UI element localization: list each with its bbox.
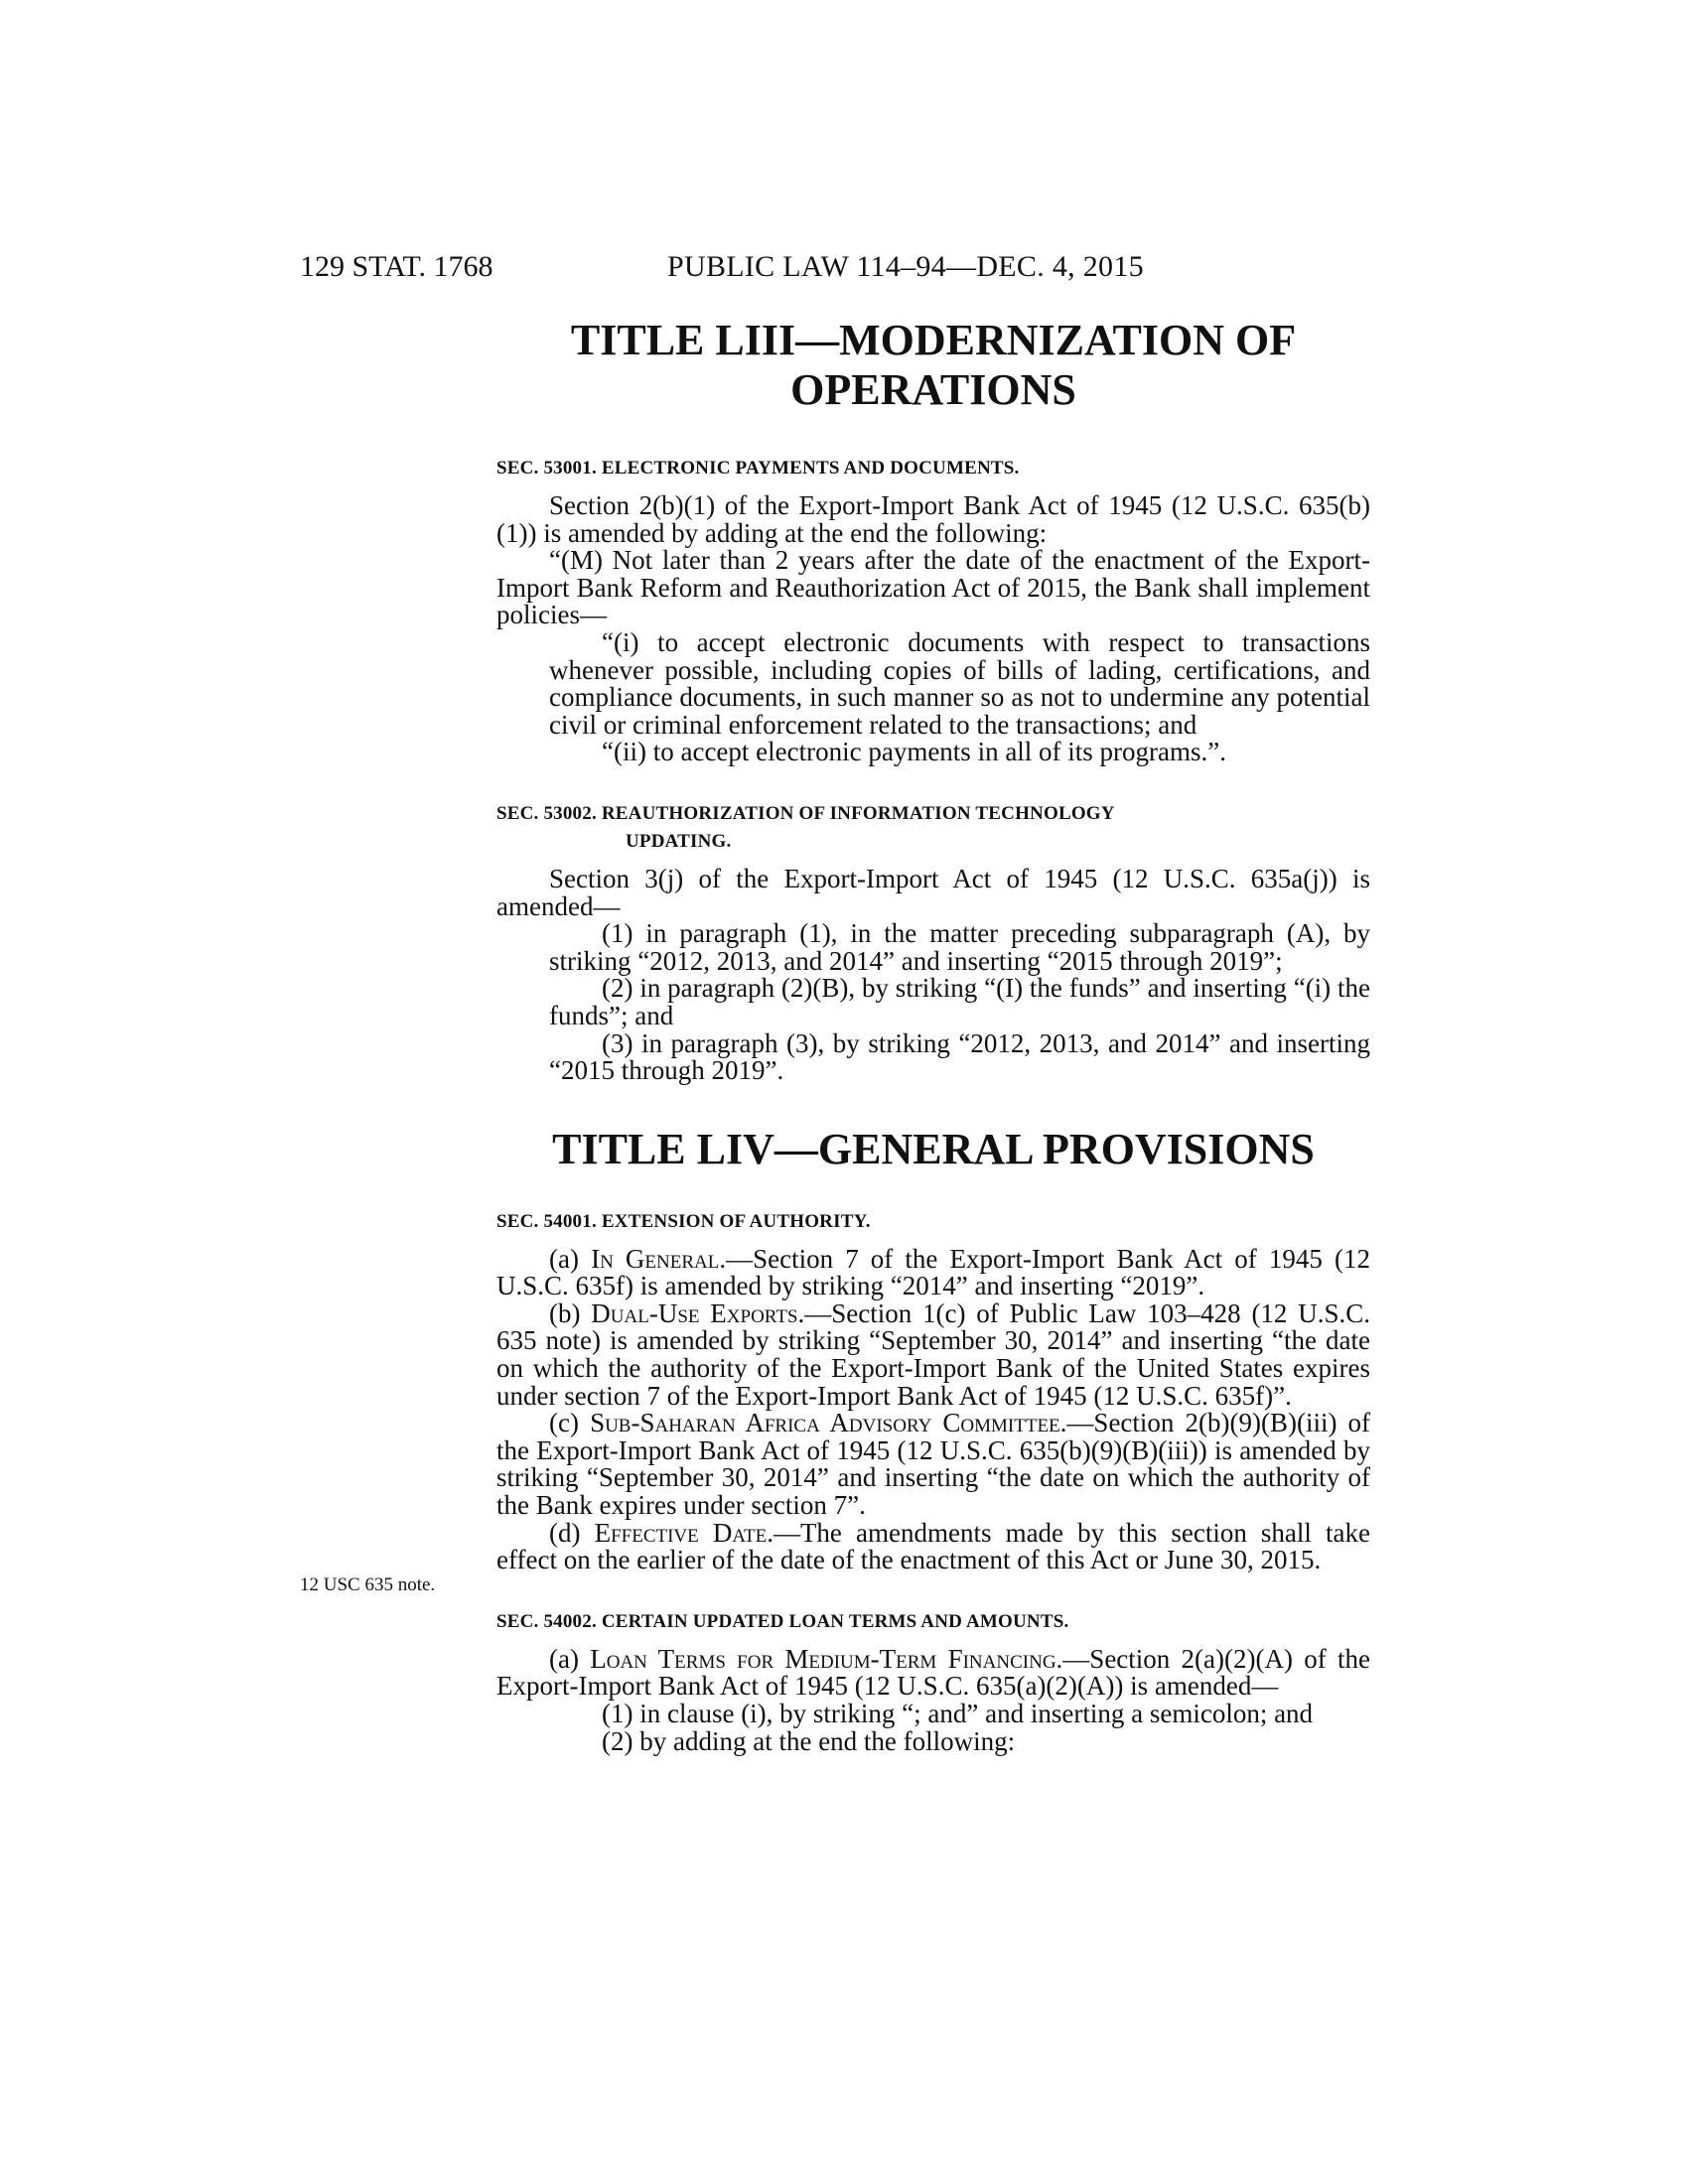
title-liii-line1: TITLE LIII—MODERNIZATION OF (570, 316, 1297, 364)
subsection-text: .—Section 2(a)(2)(A) of the Export-Import Bank Act of 1945 (12 U.S.C. 635(a)(2)(A)) is amended— (496, 1643, 1370, 1702)
title-liii (496, 316, 1370, 415)
subsection-label: (b) (549, 1297, 592, 1328)
title-liii-line2: OPERATIONS (790, 365, 1076, 414)
subsection-caption: Loan Terms for Medium-Term Financing (590, 1643, 1056, 1674)
paragraph: (3) in paragraph (3), by striking “2012, 2013, and 2014” and inserting “2015 through 2019”. (549, 1027, 1370, 1086)
margin-note: 12 USC 635 note. (300, 1574, 436, 1595)
subsection-label: (a) (549, 1643, 591, 1674)
section-heading-53002 (496, 800, 1370, 856)
running-head: PUBLIC LAW 114–94—DEC. 4, 2015 (667, 250, 1144, 283)
section-heading-54001: SEC. 54001. EXTENSION OF AUTHORITY. (496, 1210, 871, 1232)
paragraph: (2) by adding at the end the following: (602, 1725, 1016, 1756)
subsection-text: .—Section 7 of the Export-Import Bank Act of 1945 (12 U.S.C. 635f) is amended by striking “2014” and inserting “2019”. (496, 1243, 1370, 1301)
subsection-caption: Effective Date (594, 1517, 768, 1548)
title-liv: TITLE LIV—GENERAL PROVISIONS (552, 1124, 1315, 1173)
subsection-caption: Sub-Saharan Africa Advisory Committee (590, 1408, 1060, 1438)
paragraph: Section 2(b)(1) of the Export-Import Bank Act of 1945 (12 U.S.C. 635(b)(1)) is amended by adding at the end the following: (496, 490, 1370, 548)
paragraph: “(M) Not later than 2 years after the date of the enactment of the Export-Import Bank Reform and Reauthorization Act of 2015, the Bank shall implement policies— (496, 545, 1370, 630)
subsection-caption: In General (591, 1243, 720, 1274)
paragraph: Section 3(j) of the Export-Import Act of 1945 (12 U.S.C. 635a(j)) is amended— (496, 863, 1370, 921)
subsection-text: .—The amendments made by this section shall take effect on the earlier of the date of the enactment of this Act or June 30, 2015. (496, 1517, 1370, 1575)
document-body (496, 316, 1370, 1755)
paragraph: “(i) to accept electronic documents with respect to transactions whenever possible, including copies of bills of lading, certifications, and compliance documents, in such manner so as not to undermine any potential civil or criminal enforcement related to the transactions; and (549, 626, 1370, 740)
subsection-d (496, 1517, 1370, 1575)
paragraph: (1) in paragraph (1), in the matter preceding subparagraph (A), by striking “2012, 2013, and 2014” and inserting “2015 through 2019”; (549, 918, 1370, 976)
paragraph: “(ii) to accept electronic payments in all of its programs.”. (602, 737, 1227, 767)
subsection-text: .—Section 1(c) of Public Law 103–428 (12 U.S.C. 635 note) is amended by striking “September 30, 2014” and inserting “the date on which the authority of the Export-Import Bank of the United States expires under section 7 of the Export-Import Bank Act of 1945 (12 U.S.C. 635f)”. (496, 1297, 1371, 1411)
paragraph: (1) in clause (i), by striking “; and” and inserting a semicolon; and (602, 1699, 1314, 1728)
subsection-a (496, 1643, 1370, 1702)
paragraph: (2) in paragraph (2)(B), by striking “(I) the funds” and inserting “(i) the funds”; and (549, 973, 1370, 1030)
subsection-b (496, 1297, 1371, 1411)
section-heading-53001: SEC. 53001. ELECTRONIC PAYMENTS AND DOCUMENTS. (496, 458, 1020, 478)
subsection-caption: Dual-Use Exports (591, 1297, 798, 1328)
statute-page-reference: 129 STAT. 1768 (300, 250, 493, 283)
subsection-label: (a) (549, 1243, 592, 1274)
section-heading-53002-line2: UPDATING. (626, 830, 732, 852)
subsection-label: (d) (549, 1517, 595, 1548)
subsection-c (496, 1410, 1370, 1519)
subsection-text: .—Section 2(b)(9)(B)(iii) of the Export-Import Bank Act of 1945 (12 U.S.C. 635(b)(9)(B)(iii)) is amended by striking “September 30, 2014” and inserting “the date on which the authority of the Bank expires under section 7”. (496, 1408, 1371, 1521)
section-heading-53002-line1: SEC. 53002. REAUTHORIZATION OF INFORMATION TECHNOLOGY (496, 802, 1115, 824)
subsection-label: (c) (549, 1408, 591, 1438)
subsection-a (496, 1243, 1370, 1301)
page-header (0, 250, 1688, 290)
section-heading-54002: SEC. 54002. CERTAIN UPDATED LOAN TERMS AND AMOUNTS. (496, 1610, 1069, 1632)
